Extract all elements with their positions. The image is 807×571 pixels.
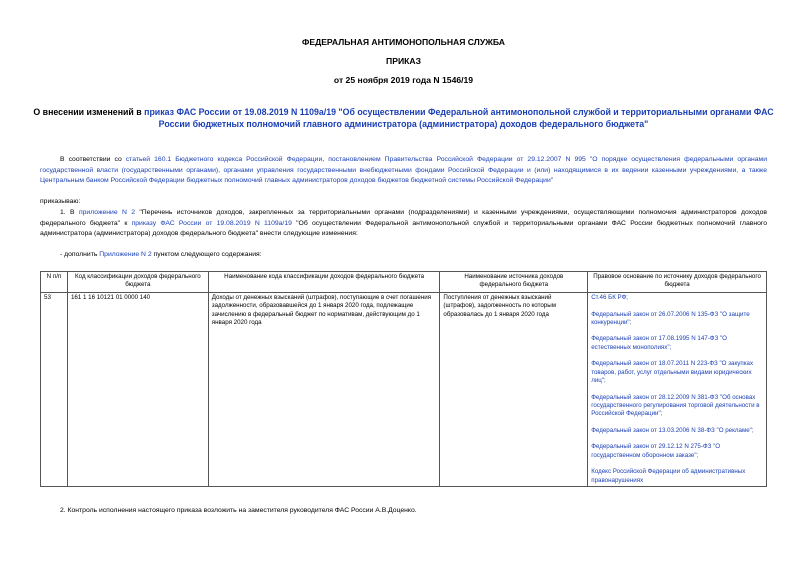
order-word: приказываю: bbox=[40, 198, 81, 205]
agency-heading: ФЕДЕРАЛЬНАЯ АНТИМОНОПОЛЬНАЯ СЛУЖБА bbox=[302, 37, 505, 47]
header-code: Код классификации доходов федерального бюджета bbox=[67, 272, 208, 293]
item-2-paragraph: 2. Контроль исполнения настоящего приказа возложить на заместителя руководителя ФАС России А.В.Доценко. bbox=[60, 507, 417, 514]
document-type: ПРИКАЗ bbox=[386, 56, 421, 66]
item-1-text-2: "Перечень источников доходов, закрепленных за территориальными органами (подразделениями) и казенными учреждениями, осуществляющими полномочия администраторов доходов федерального бюджета" к bbox=[40, 209, 767, 227]
header-number: N п/п bbox=[41, 272, 68, 293]
legal-basis-link[interactable]: Федеральный закон от 29.12.12 N 275-ФЗ "О государственном оборонном заказе"; bbox=[591, 443, 721, 459]
legal-basis-link[interactable]: Кодекс Российской Федерации об административных правонарушениях bbox=[591, 468, 746, 484]
link-appendix-2-subitem[interactable]: Приложение N 2 bbox=[99, 251, 152, 258]
legal-basis-link[interactable]: Федеральный закон от 18.07.2011 N 223-ФЗ "О закупках товаров, работ, услуг отдельными видами юридических лиц"; bbox=[591, 360, 754, 384]
header-code-name: Наименование кода классификации доходов федерального бюджета bbox=[208, 272, 440, 293]
item-1-text-3: "Об осуществлении Федеральной антимонопольной службой и территориальными органами ФАС России бюджетных полномочий главного администратора (администратора) доходов федерального бюджета" внести следующие изменения: bbox=[40, 219, 768, 238]
item-1-paragraph bbox=[40, 208, 767, 240]
header-legal-basis: Правовое основание по источнику доходов федерального бюджета bbox=[588, 272, 767, 293]
income-sources-table bbox=[40, 271, 767, 487]
header-source-name: Наименование источника доходов федерального бюджета bbox=[440, 272, 588, 293]
cell-legal-basis bbox=[588, 293, 767, 487]
link-order-1109a[interactable]: приказу ФАС России от 19.08.2019 N 1109а/19 bbox=[131, 219, 292, 227]
title-prefix: О внесении изменений в bbox=[33, 107, 145, 117]
subitem-text-1: - дополнить bbox=[60, 251, 100, 258]
cell-number: 53 bbox=[41, 293, 68, 487]
legal-basis-link[interactable]: Федеральный закон от 26.07.2006 N 135-ФЗ "О защите конкуренции"; bbox=[591, 310, 750, 326]
cell-code: 161 1 16 10121 01 0000 140 bbox=[67, 293, 208, 487]
link-government-decree-995[interactable]: постановлением Правительства Российской Федерации от 29.12.2007 N 995 "О порядке осуществления федеральными органами государственной власти (государственными органами), органами управления государственными внебюджетными фондами Российской Федерации и (или) находящимися в их ведении казенными учреждениями, а также Центральным банком Российской Федерации бюджетных полномочий главных администраторов доходов бюджетов бюджетной системы Российской Федерации" bbox=[40, 156, 768, 185]
preamble-text-1: В соответствии со bbox=[60, 156, 126, 163]
cell-source-name: Поступления от денежных взысканий (штрафов), задолженность по которым образовалась до 1 января 2020 года bbox=[440, 293, 588, 487]
subitem-text-2: пунктом следующего содержания: bbox=[151, 251, 262, 258]
document-date-number: от 25 ноября 2019 года N 1546/19 bbox=[333, 75, 474, 85]
link-appendix-2[interactable]: приложение N 2 bbox=[78, 209, 136, 216]
legal-basis-link[interactable]: Федеральный закон от 17.08.1995 N 147-ФЗ "О естественных монополиях"; bbox=[591, 335, 727, 351]
legal-basis-link[interactable]: Федеральный закон от 28.12.2009 N 381-ФЗ "Об основах государственного регулирования торговой деятельности в Российской Федерации"; bbox=[591, 393, 760, 418]
table-header-row bbox=[41, 272, 767, 293]
item-1-text-1: 1. В bbox=[60, 209, 79, 216]
table-row bbox=[41, 293, 767, 487]
title-link-amended-order[interactable]: приказ ФАС России от 19.08.2019 N 1109а/19 "Об осуществлении Федеральной антимонопольной службой и территориальными органами ФАС России бюджетных полномочий главного администратора (администратора) доходов федерального бюджета" bbox=[144, 107, 774, 129]
preamble-text-2: , bbox=[322, 156, 329, 163]
cell-code-name: Доходы от денежных взысканий (штрафов), поступающие в счет погашения задолженности, образовавшейся до 1 января 2020 года, подлежащие зачислению в федеральный бюджет по нормативам, действующим до 1 января 2020 года bbox=[208, 293, 440, 487]
legal-basis-link[interactable]: Ст.46 БК РФ; bbox=[591, 294, 629, 301]
link-budget-code-160-1[interactable]: статьей 160.1 Бюджетного кодекса Российской Федерации bbox=[125, 156, 323, 163]
subitem-paragraph bbox=[40, 250, 767, 261]
legal-basis-link[interactable]: Федеральный закон от 13.03.2006 N 38-ФЗ "О рекламе"; bbox=[591, 426, 754, 434]
preamble-paragraph bbox=[40, 155, 767, 187]
document-title bbox=[30, 106, 777, 130]
